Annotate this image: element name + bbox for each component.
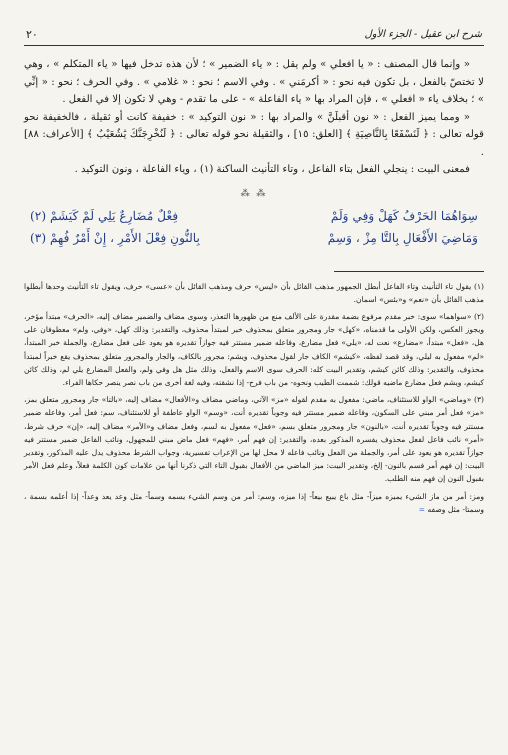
verse-hemistich-left: فِعْلٌ مُضَارِعٌ يَلِي لَمْ كَيَشَمْ (٢) [30,208,179,223]
verse-line [30,227,478,249]
running-title: شرح ابن عقيل - الجزء الأول [364,29,482,40]
verse-hemistich-right: سِوَاهُمَا الحَرْفُ كَهَلْ وَفِي وَلَمْ [330,208,478,223]
main-text [24,56,484,179]
continuation-marker: = [418,504,426,514]
footnote: (٢) «سواهما» سوى: خبر مقدم مرفوع بضمة مقدرة على الألف منع من ظهورها التعذر، وسوى مضاف والضمير مضاف إليه، «الحرف» مبتدأ مؤخر، ويجوز العكس، ولكن الأولى ما قدمناه، «كهل» جار ومجرور متعلق بمحذوف خبر لمبتدأ محذوف، والتقدير: وذلك كهل، «وفي، ولم» معطوفان على هل، «فعل» مبتدأ، «مضارع» نعت له، «يلي» فعل مضارع، وفاعله ضمير مستتر فيه جوازاً تقديره هو يعود على فعل مضارع، والجملة خبر المبتدأ، «لم» مفعول به ليلي، وقد قصد لفظه، «كيشم» الكاف جار لقول محذوف، ويشم: مجرور بالكاف، والجار والمجرور متعلق بمحذوف يقع خبراً لمبتدأ محذوف، والتقدير: وذلك كائن كيشم، وتقدير البيت كله: الحرف سوى الاسم والفعل، وذلك مثل هل وفي ولم، والفعل المضارع يلي لم، وذلك كائن كيشم، ويشم فعل مضارع ماضيه قولك: شممت الطيب ونحوه- من باب فرح- إذا نشقته، وفيه لغة أخرى من باب نصر ينصر حكاها الفراء. [24,311,484,387]
footnote-continuation [24,490,484,516]
page-header [24,28,484,46]
paragraph: فمعنى البيت : ينجلي الفعل بتاء الفاعل ، وتاء التأنيث الساكنة (١) ، وياء الفاعلة ، ونون التوكيد . [74,164,470,175]
verse-hemistich-right: وَمَاضِيَ الأَفْعَالِ بِالتَّا مِزْ ، وَسِمْ [327,230,478,245]
footnote: (٣) «وماضي» الواو للاستئناف، ماضي: مفعول به مقدم لقوله «مز» الآتي، وماضي مضاف و«الأفعال» مضاف إليه، «بالتا» جار ومجرور متعلق بمز، «مز» فعل أمر مبني على السكون، وفاعله ضمير مستتر فيه وجوباً تقديره أنت، «وسم» الواو عاطفة أو للاستئناف، سم: فعل أمر، وفاعله ضمير مستتر فيه وجوباً تقديره أنت، «بالنون» جار ومجرور متعلق بسم، «فعل» مفعول به لسم، وفعل مضاف و«الأمر» مضاف إليه، «إن» حرف شرط، «أمر» نائب فاعل لفعل محذوف يفسره المذكور بعده، والتقدير: إن فهم أمر، «فهم» فعل ماض مبني للمجهول، ونائب الفاعل ضمير مستتر فيه جوازاً تقديره هو يعود على أمر، والجملة من الفعل ونائب فاعله لا محل لها من الإعراب تفسيرية، وجواب الشرط محذوف يدل عليه المذكور، وتقدير البيت: إن فهم أمر فسم بالنون- إلخ، وتقدير البيت: ميز الماضي من الأفعال بقبول التاء التي ذكرنا أنها من علامات كون الكلمة فعلاً، وعلم فعل الأمر بقبول النون إن فهم منه الطلب. [24,395,484,484]
footnotes [24,280,484,516]
footnote-separator [334,271,484,272]
footnote-continuation-text: ومز: أمر من ماز الشيء يميزه ميزاً- مثل باع يبيع بيعاً- إذا ميزه، وسم: أمر من وسم الشيء يسمه وسماً- مثل وعد يعد وعداً- إذا أعلمه بسمة ، وسمتا- مثل وصفه [24,491,484,514]
verse-line [30,205,478,227]
paragraph: « ومما يميز الفعل : « نون أقبلَنَّ » والمراد بها : « نون التوكيد » : خفيفة كانت أو ثقيلة ، فالخفيفة نحو قوله تعالى : ﴿ لَنَسْفَعًا بِالنَّاصِيَةِ ﴾ [العلق: ١٥] ، والثقيلة نحو قوله تعالى : ﴿ لَنُخْرِجَنَّكَ يَٰشُعَيْبُ ﴾ [الأعراف: ٨٨] . [24,111,484,158]
paragraph: « وإنما قال المصنف : « يا افعلي » ولم يقل : « ياء الضمير » ؛ لأن هذه تدخل فيها « ياء المتكلم » ، وهي لا تختصّ بالفعل ، بل تكون فيه نحو : « أكرمَني » . وفي الاسم ؛ نحو : « غلامي » . وفي الحرف ؛ نحو : « إنِّي » ؛ بخلاف ياء « افعلي » ، فإن المراد بها « ياء الفاعلة » - على ما تقدم - وهي لا تكون إلا في الفعل . [24,59,484,105]
footnote: (١) يقول تاء التأنيث وتاء الفاعل أبطل الجمهور مذهب القائل بأن «ليس» حرف ومذهب القائل بأن «عسى» حرف، ويقول تاء التأنيث وحدها أبطلوا مذهب القائل بأن «نعم» و«بئس» اسمان. [24,281,484,304]
page-number: ٢٠ [26,28,38,41]
section-ornament: ⁂ ⁂ [240,188,268,199]
verse-hemistich-left: بِالنُّونِ فِعْلَ الأَمْرِ ، إِنْ أَمْرٌ فُهِمْ (٣) [30,230,200,245]
verse-block [24,205,484,249]
